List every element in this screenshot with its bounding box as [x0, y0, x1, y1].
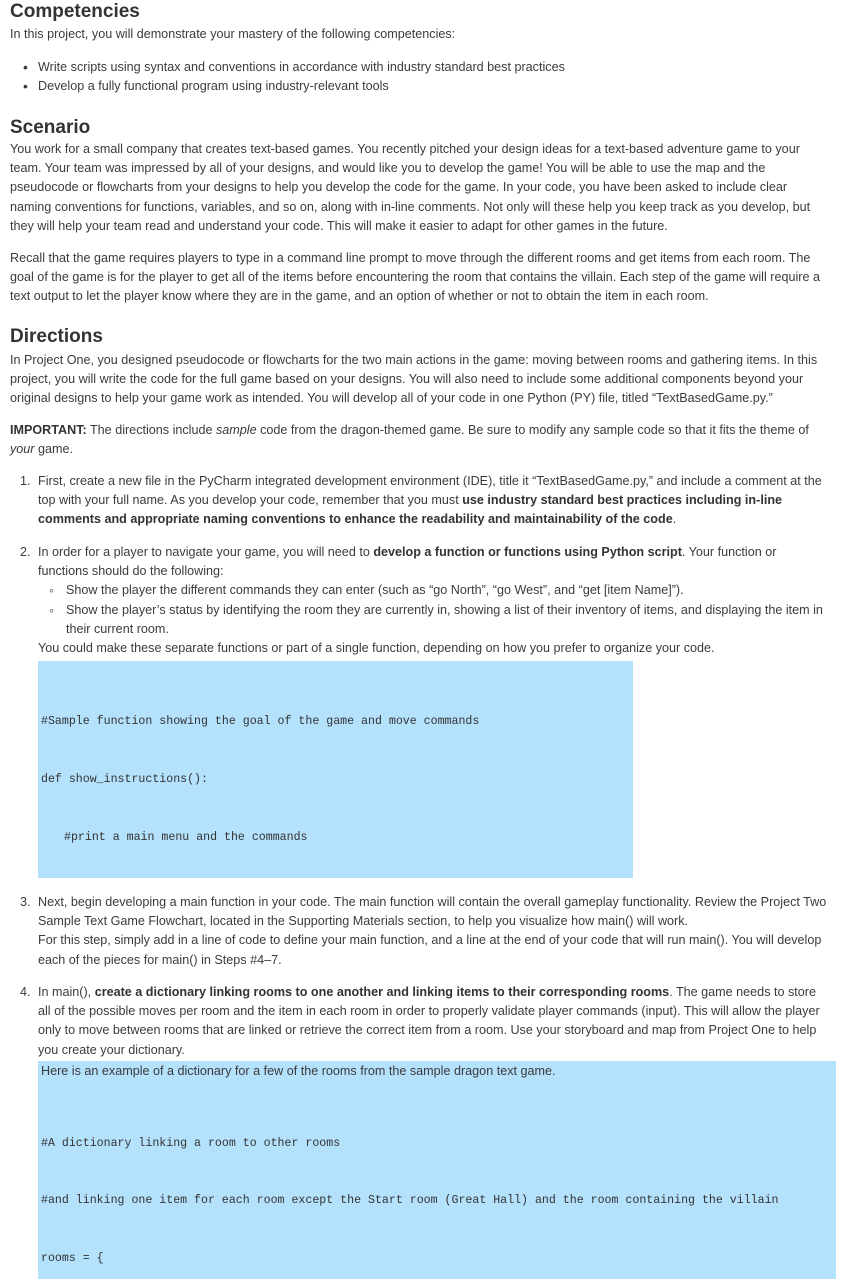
directions-paragraph: In Project One, you designed pseudocode or flowcharts for the two main actions in the game: moving between rooms and gathering items. In this project, you will write the code for the full game based on your designs. You will also need to include some additional components beyond your original designs to help your game work as intended. You will develop all of your code in one Python (PY) file, titled “TextBasedGame.py.” — [10, 353, 818, 406]
step-1: 1. First, create a new file in the PyCharm integrated development environment (IDE), title it “TextBasedGame.py,” and include a comment at the top with your full name. As you develop your code, remember that you must use industry standard best practices including in-line comments and appropriate naming conventions to enhance the readability and maintainability of the code. — [20, 474, 822, 527]
sample-code-block-2 — [38, 1061, 836, 1279]
sub-item: ◦ Show the player’s status by identifying the room they are currently in, showing a list of their inventory of items, and displaying the item in their current room. — [38, 601, 830, 639]
code-line: #and linking one item for each room except the Start room (Great Hall) and the room containing the villain — [41, 1194, 779, 1208]
step-2-sublist — [38, 581, 830, 639]
code-intro: Here is an example of a dictionary for a few of the rooms from the sample dragon text game. — [41, 1064, 556, 1078]
competencies-list — [10, 58, 828, 96]
step-number: 3. — [20, 895, 31, 909]
code-line: #A dictionary linking a room to other rooms — [41, 1136, 341, 1150]
important-label: IMPORTANT: — [10, 423, 87, 437]
competencies-intro: In this project, you will demonstrate your mastery of the following competencies: — [10, 27, 456, 41]
scenario-paragraph-1: You work for a small company that creates text-based games. You recently pitched your design ideas for a text-based adventure game to your team. Your team was impressed by all of your designs, and would like you to develop the game! You will be able to use the map and the pseudocode or flowcharts from your designs to help you develop the code for the game. In your code, you have been asked to include clear naming conventions for functions, variables, and so on, along with in-line comments. Not only will these help you keep track as you develop, but they will help your team read and understand your code. This will make it easier to adapt for other games in the future. — [10, 142, 811, 233]
sample-code-block-1 — [38, 661, 633, 878]
step-number: 2. — [20, 545, 31, 559]
scenario-paragraph-2: Recall that the game requires players to type in a command line prompt to move through the different rooms and get items from each room. The goal of the game is for the player to get all of the items before encountering the room that contains the villain. Each step of the game will require a text output to let the player know where they are in the game, and an option of whether or not to obtain the item in each room. — [10, 251, 820, 304]
scenario-heading: Scenario — [10, 117, 91, 138]
step-2-after: You could make these separate functions or part of a single function, depending on how you prefer to organize your code. — [38, 641, 715, 656]
code-line: def show_instructions(): — [41, 773, 208, 786]
code-line: rooms = { — [41, 1251, 104, 1265]
code-line: #Sample function showing the goal of the game and move commands — [41, 715, 480, 729]
competency-item: • Write scripts using syntax and conventions in accordance with industry standard best practices — [10, 58, 828, 77]
sub-item: ◦ Show the player the different commands they can enter (such as “go North”, “go West”, and “get [item Name]”). — [38, 581, 830, 600]
step-number: 1. — [20, 474, 31, 488]
step-4: 4. In main(), create a dictionary linking rooms to one another and linking items to their corresponding rooms. The game needs to store all of the possible moves per room and the item in each room in order to properly validate player commands (input). This will allow the player only to move between rooms that are linked or retrieve the correct item from a room. Use your storyboard and map from Project One to help you create your dictionary. — [20, 985, 820, 1057]
important-note: IMPORTANT: The directions include sample code from the dragon-themed game. Be sure to modify any sample code so that it fits the theme of your game. — [10, 423, 809, 457]
step-3: 3. Next, begin developing a main function in your code. The main function will contain the overall gameplay functionality. Review the Project Two Sample Text Game Flowchart, located in the Supporting Materials section, to help you visualize how main() will work. For this step, simply add in a line of code to define your main function, and a line at the end of your code that will run main(). You will develop each of the pieces for main() in Steps #4–7. — [20, 895, 827, 967]
step-2: 2. In order for a player to navigate your game, you will need to develop a function or functions using Python script. Your function or functions should do the following: ◦ Show the player the different commands they can enter (such as “go North”, “go West”, and “get [item Name]”). ◦ Show the player’s status by identifying the room they are currently in, showing a list of their inventory of items, and displaying the item in their current room. You could make these separate functions or part of a single function, depending on how you prefer to organize your code. — [10, 543, 830, 658]
competency-item: • Develop a fully functional program using industry-relevant tools — [10, 77, 828, 96]
code-line: #print a main menu and the commands — [64, 830, 308, 844]
directions-heading: Directions — [10, 326, 103, 347]
step-number: 4. — [20, 985, 31, 999]
competencies-heading: Competencies — [10, 1, 140, 22]
